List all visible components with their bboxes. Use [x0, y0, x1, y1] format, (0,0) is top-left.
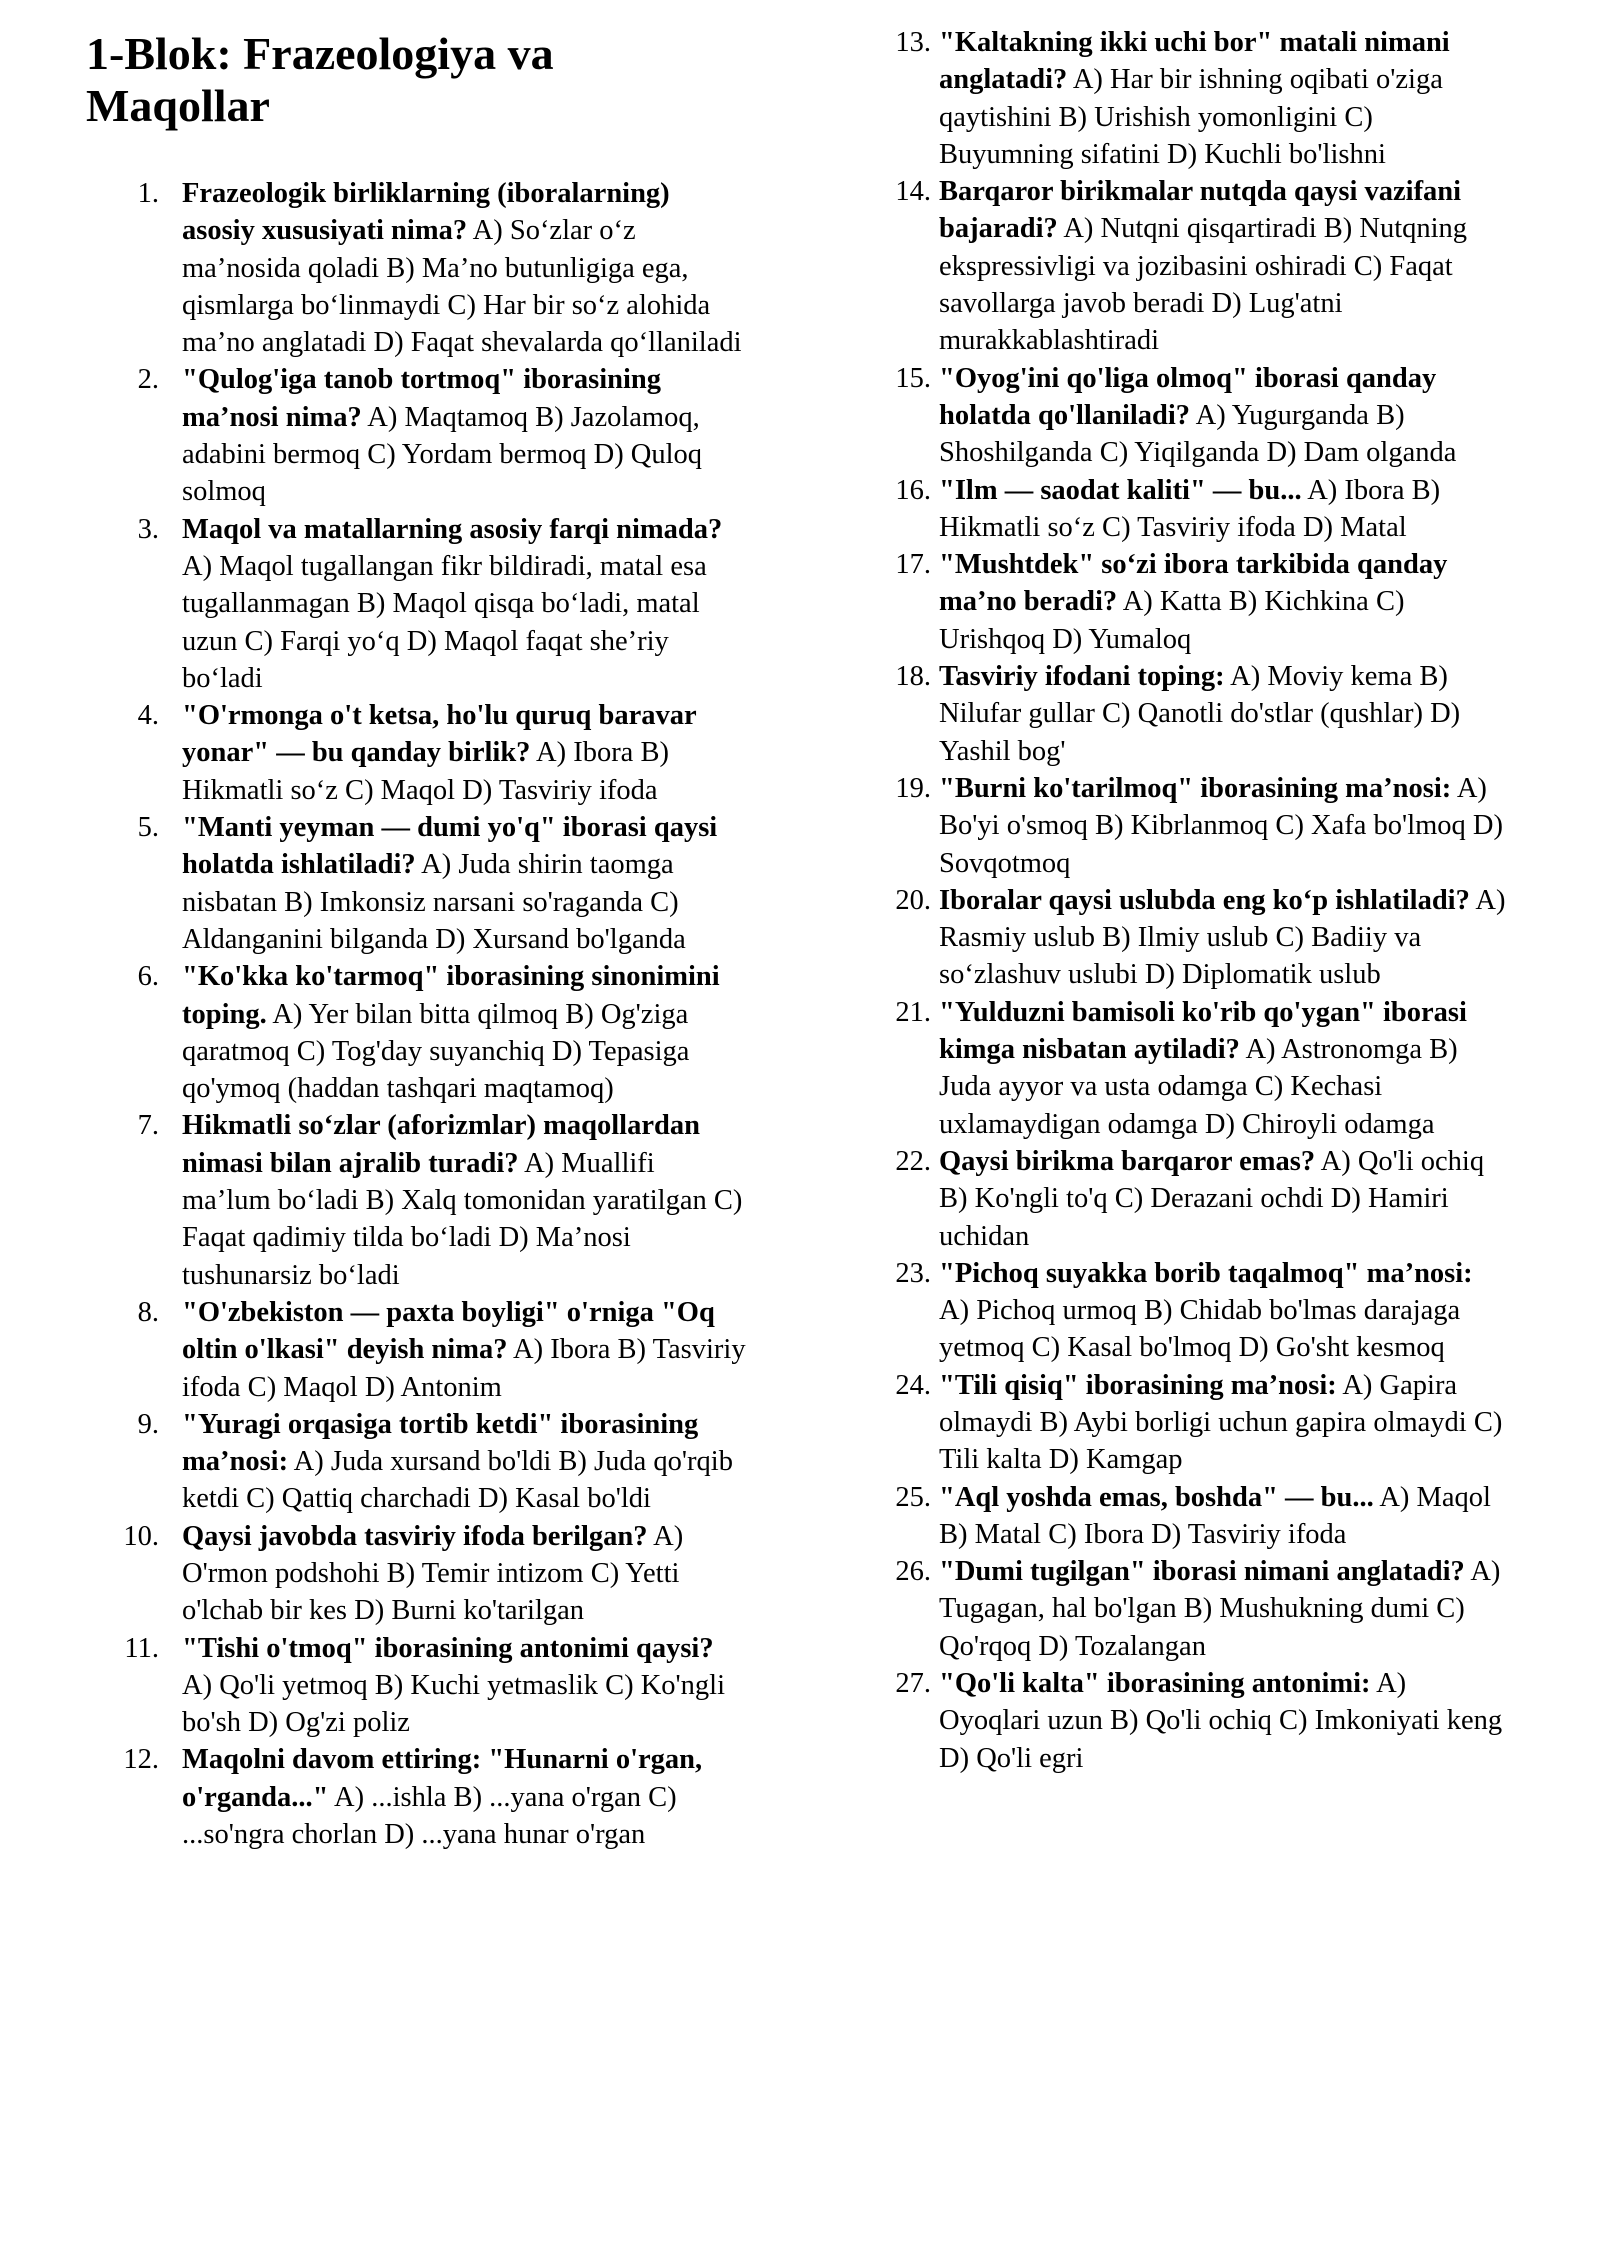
question-text: "Mushtdek" so‘zi ibora tarkibida qanday ma’no beradi? — [939, 549, 1448, 618]
question-number: 6. — [137, 961, 159, 993]
question-text: Maqolni davom ettiring: "Hunarni o'rgan, o'rganda..." — [182, 1744, 703, 1813]
question-text: "Ko'kka ko'tarmoq" iborasining sinonimini toping. — [182, 961, 720, 1030]
question-number: 24. — [895, 1369, 931, 1401]
question-item — [86, 697, 746, 809]
question-number: 13. — [895, 27, 931, 58]
question-text: "Aql yoshda emas, boshda" — bu... — [939, 1481, 1374, 1513]
question-item — [86, 1406, 746, 1518]
answer-options: A) Gapira olmaydi B) Aybi borligi uchun gapira olmaydi C) Tili kalta D) Kamgap — [939, 1369, 1503, 1476]
question-number: 17. — [895, 549, 931, 581]
question-text: Frazeologik birliklarning (iboralarning) asosiy xususiyati nima? — [182, 178, 670, 247]
answer-options: A) Oyoqlari uzun B) Qo'li ochiq C) Imkoniyati keng D) Qo'li egri — [939, 1668, 1503, 1774]
question-number: 19. — [895, 772, 931, 804]
question-item — [888, 882, 1506, 994]
question-item — [86, 1518, 746, 1630]
answer-options: A) Yugurganda B) Shoshilganda C) Yiqilganda D) Dam olganda — [939, 399, 1457, 469]
question-number: 8. — [137, 1296, 159, 1328]
answer-options: A) Ibora B) Hikmatli so‘z C) Tasviriy ifoda D) Matal — [939, 474, 1441, 543]
question-text: Hikmatli so‘zlar (aforizmlar) maqollardan nimasi bilan ajralib turadi? — [182, 1110, 700, 1179]
question-text: Barqaror birikmalar nutqda qaysi vazifani bajaradi? — [939, 176, 1462, 245]
question-text: "Burni ko'tarilmoq" iborasining ma’nosi: — [939, 772, 1452, 804]
answer-options: A) Tugagan, hal bo'lgan B) Mushukning dumi C) Qo'rqoq D) Tozalangan — [939, 1556, 1501, 1662]
answer-options: A) Juda shirin taomga nisbatan B) Imkonsiz narsani so'raganda C) Aldanganini bilganda D) Xursand bo'lganda — [182, 849, 686, 955]
answer-options: A) Maqol B) Matal C) Ibora D) Tasviriy ifoda — [939, 1481, 1491, 1550]
question-item — [86, 1630, 746, 1742]
question-item — [86, 1741, 746, 1853]
answer-options: A) Bo'yi o'smoq B) Kibrlanmoq C) Xafa bo'lmoq D) Sovqotmoq — [939, 772, 1503, 879]
answer-options: A) Nutqni qisqartiradi B) Nutqning ekspressivligi va jozibasini oshiradi C) Faqat savollarga javob beradi D) Lug'atni murakkablashtiradi — [939, 213, 1468, 357]
question-list-left — [86, 175, 746, 1853]
question-text: Qaysi birikma barqaror emas? — [939, 1145, 1316, 1177]
question-item — [888, 472, 1506, 547]
question-item — [86, 511, 746, 697]
answer-options: A) Ibora B) Hikmatli so‘z C) Maqol D) Tasviriy ifoda — [182, 737, 669, 806]
question-number: 14. — [895, 176, 931, 208]
question-text: Qaysi javobda tasviriy ifoda berilgan? — [182, 1520, 648, 1552]
question-text: "Tishi o'tmoq" iborasining antonimi qaysi? — [182, 1632, 714, 1664]
question-text: "Tili qisiq" iborasining ma’nosi: — [939, 1369, 1337, 1401]
question-text: "O'rmonga o't ketsa, ho'lu quruq baravar yonar" — bu qanday birlik? — [182, 700, 697, 769]
question-item — [888, 1367, 1506, 1479]
question-text: "Dumi tugilgan" iborasi nimani anglatadi? — [939, 1556, 1465, 1588]
question-text: "Qulog'iga tanob tortmoq" iborasining ma’nosi nima? — [182, 364, 662, 433]
answer-options: A) So‘zlar o‘z ma’nosida qoladi B) Ma’no butunligiga ega, qismlarga bo‘linmaydi C) Har bir so‘z alohida ma’no anglatadi D) Faqat shevalarda qo‘llaniladi — [182, 215, 742, 359]
question-number: 10. — [123, 1520, 159, 1552]
question-item — [86, 1294, 746, 1406]
answer-options: A) Rasmiy uslub B) Ilmiy uslub C) Badiiy va so‘zlashuv uslubi D) Diplomatik uslub — [939, 884, 1506, 991]
question-item — [86, 809, 746, 958]
question-number: 2. — [137, 364, 159, 396]
question-item — [888, 770, 1506, 882]
question-number: 5. — [137, 812, 159, 844]
left-column — [86, 0, 746, 1853]
answer-options: A) Maqtamoq B) Jazolamoq, adabini bermoq C) Yordam bermoq D) Quloq solmoq — [182, 401, 703, 508]
question-number: 22. — [895, 1145, 931, 1177]
question-number: 12. — [123, 1744, 159, 1776]
answer-options: A) O'rmon podshohi B) Temir intizom C) Yetti o'lchab bir kes D) Burni ko'tarilgan — [182, 1520, 684, 1627]
question-text: "Qo'li kalta" iborasining antonimi: — [939, 1668, 1371, 1700]
question-number: 7. — [137, 1110, 159, 1142]
question-item — [888, 24, 1506, 173]
question-text: "O'zbekiston — paxta boyligi" o'rniga "Oq oltin o'lkasi" deyish nima? — [182, 1296, 715, 1366]
answer-options: A) Yer bilan bitta qilmoq B) Og'ziga qaratmoq C) Tog'day suyanchiq D) Tepasiga qo'ymoq (haddan tashqari maqtamoq) — [182, 998, 690, 1105]
answer-options: A) Qo'li yetmoq B) Kuchi yetmaslik C) Ko'ngli bo'sh D) Og'zi poliz — [182, 1669, 726, 1739]
question-number: 27. — [895, 1668, 931, 1700]
answer-options: A) Ibora B) Tasviriy ifoda C) Maqol D) Antonim — [182, 1334, 746, 1403]
answer-options: A) Maqol tugallangan fikr bildiradi, matal esa tugallanmagan B) Maqol qisqa bo‘ladi, matal uzun C) Farqi yo‘q D) Maqol faqat she’riy bo‘ladi — [182, 550, 707, 694]
right-column — [888, 0, 1506, 1777]
question-item — [86, 958, 746, 1107]
answer-options: A) Qo'li ochiq B) Ko'ngli to'q C) Derazani ochdi D) Hamiri uchidan — [939, 1145, 1485, 1252]
question-number: 3. — [137, 513, 159, 545]
question-item — [86, 175, 746, 361]
question-item — [888, 1255, 1506, 1367]
question-number: 21. — [895, 996, 931, 1028]
question-item — [888, 1143, 1506, 1255]
answer-options: A) Katta B) Kichkina C) Urishqoq D) Yumaloq — [939, 586, 1405, 655]
question-text: Tasviriy ifodani toping: — [939, 661, 1225, 693]
question-number: 15. — [895, 362, 931, 394]
question-number: 9. — [137, 1408, 159, 1440]
question-item — [888, 1665, 1506, 1777]
question-number: 11. — [124, 1632, 159, 1664]
question-number: 18. — [895, 661, 931, 693]
question-item — [86, 361, 746, 510]
question-text: "Yuragi orqasiga tortib ketdi" iborasining ma’nosi: — [182, 1408, 699, 1478]
question-text: Maqol va matallarning asosiy farqi nimada? — [182, 513, 723, 545]
question-item — [888, 1479, 1506, 1554]
question-item — [888, 546, 1506, 658]
question-number: 25. — [895, 1481, 931, 1513]
question-item — [86, 1107, 746, 1293]
answer-options: A) Astronomga B) Juda ayyor va usta odamga C) Kechasi uxlamaydigan odamga D) Chiroyli odamga — [939, 1034, 1458, 1140]
question-number: 26. — [895, 1556, 931, 1588]
question-number: 20. — [895, 884, 931, 916]
question-number: 23. — [895, 1257, 931, 1289]
question-item — [888, 173, 1506, 359]
question-text: Iboralar qaysi uslubda eng ko‘p ishlatiladi? — [939, 884, 1470, 916]
question-item — [888, 658, 1506, 770]
question-text: "Oyog'ini qo'liga olmoq" iborasi qanday holatda qo'llaniladi? — [939, 362, 1437, 431]
question-number: 4. — [137, 700, 159, 732]
question-text: "Pichoq suyakka borib taqalmoq" ma’nosi: — [939, 1257, 1473, 1289]
question-item — [888, 1553, 1506, 1665]
answer-options: A) Pichoq urmoq B) Chidab bo'lmas darajaga yetmoq C) Kasal bo'lmoq D) Go'sht kesmoq — [939, 1295, 1461, 1364]
answer-options: A) ...ishla B) ...yana o'rgan C) ...so'ngra chorlan D) ...yana hunar o'rgan — [182, 1781, 677, 1851]
question-text: "Kaltakning ikki uchi bor" matali nimani anglatadi? — [939, 27, 1450, 96]
question-number: 16. — [895, 474, 931, 506]
question-list-right — [888, 24, 1506, 1777]
question-number: 1. — [137, 178, 159, 209]
question-text: "Ilm — saodat kaliti" — bu... — [939, 474, 1302, 506]
answer-options: A) Moviy kema B) Nilufar gullar C) Qanotli do'stlar (qushlar) D) Yashil bog' — [939, 661, 1461, 767]
answer-options: A) Muallifi ma’lum bo‘ladi B) Xalq tomonidan yaratilgan C) Faqat qadimiy tilda bo‘ladi D) Ma’nosi tushunarsiz bo‘ladi — [182, 1147, 743, 1291]
answer-options: A) Har bir ishning oqibati o'ziga qaytishini B) Urishish yomonligini C) Buyumning sifatini D) Kuchli bo'lishni — [939, 64, 1443, 170]
question-item — [888, 360, 1506, 472]
question-text: "Manti yeyman — dumi yo'q" iborasi qaysi holatda ishlatiladi? — [182, 812, 718, 881]
answer-options: A) Juda xursand bo'ldi B) Juda qo'rqib ketdi C) Qattiq charchadi D) Kasal bo'ldi — [182, 1446, 733, 1515]
question-text: "Yulduzni bamisoli ko'rib qo'ygan" iborasi kimga nisbatan aytiladi? — [939, 996, 1467, 1066]
question-item — [888, 994, 1506, 1143]
page-title: 1-Blok: Frazeologiya va Maqollar — [86, 28, 554, 131]
